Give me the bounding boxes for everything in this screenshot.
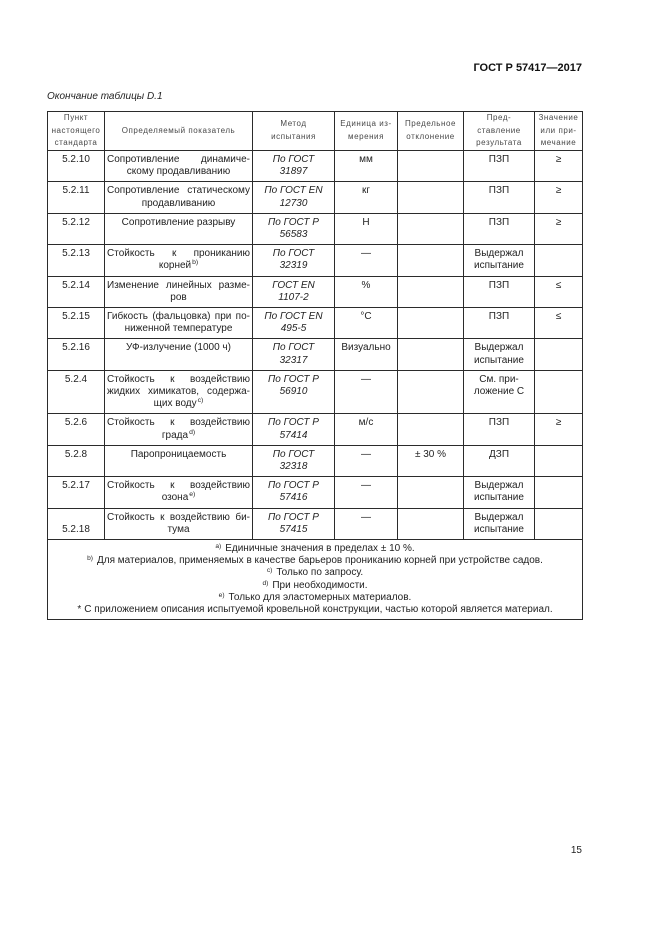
indicator-cell bbox=[105, 276, 253, 307]
clause-cell: 5.2.18 bbox=[48, 508, 105, 539]
indicator-text: Паропроницаемость bbox=[130, 448, 227, 460]
result-text: ПЗП bbox=[488, 185, 510, 197]
indicator-text: Сопротивление статическому bbox=[107, 185, 250, 197]
method-text: По ГОСТ bbox=[272, 448, 315, 460]
result-text: ложение С bbox=[473, 386, 525, 398]
deviation-cell bbox=[398, 245, 464, 276]
result-line bbox=[466, 492, 532, 504]
indicator-line bbox=[107, 512, 250, 524]
indicator-line bbox=[107, 430, 250, 442]
method-cell bbox=[253, 245, 335, 276]
method-text: 57414 bbox=[279, 429, 308, 441]
result-line bbox=[466, 154, 532, 166]
method-text: По ГОСТ Р bbox=[268, 480, 319, 492]
method-text: 32317 bbox=[279, 354, 308, 366]
deviation-cell: ± 30 % bbox=[398, 445, 464, 476]
result-text: См. при- bbox=[479, 373, 519, 385]
standard-code: ГОСТ Р 57417—2017 bbox=[473, 62, 582, 74]
method-text: 56910 bbox=[279, 386, 308, 398]
indicator-line bbox=[107, 323, 250, 335]
column-header-line: отклонение bbox=[406, 132, 455, 141]
table-row bbox=[48, 276, 583, 307]
value-cell: ≥ bbox=[535, 182, 583, 213]
method-cell bbox=[253, 182, 335, 213]
indicator-cell bbox=[105, 151, 253, 182]
unit-cell: % bbox=[335, 276, 398, 307]
value-cell bbox=[535, 445, 583, 476]
footnote-text: Только по запросу. bbox=[276, 567, 364, 579]
unit-cell: — bbox=[335, 370, 398, 414]
table-row bbox=[48, 414, 583, 445]
result-cell bbox=[464, 445, 535, 476]
footnote-ref: c) bbox=[197, 397, 204, 405]
column-header-line: результата bbox=[476, 138, 522, 148]
indicator-text: ниженной температуре bbox=[124, 323, 233, 335]
indicator-cell bbox=[105, 245, 253, 276]
table-row bbox=[48, 151, 583, 182]
column-header-line: Пред- bbox=[486, 113, 512, 123]
indicator-cell bbox=[105, 182, 253, 213]
indicator-line bbox=[107, 398, 250, 410]
method-line bbox=[255, 417, 332, 429]
deviation-cell bbox=[398, 276, 464, 307]
column-header-line: Метод bbox=[280, 119, 307, 129]
result-text: Выдержал bbox=[474, 248, 524, 260]
indicator-line bbox=[107, 386, 250, 398]
method-line bbox=[255, 430, 332, 442]
method-line bbox=[255, 280, 332, 292]
value-cell: ≤ bbox=[535, 276, 583, 307]
unit-cell: м/с bbox=[335, 414, 398, 445]
method-cell bbox=[253, 477, 335, 508]
value-cell bbox=[535, 339, 583, 370]
deviation-cell bbox=[398, 182, 464, 213]
method-cell bbox=[253, 151, 335, 182]
result-line bbox=[466, 386, 532, 398]
clause-cell: 5.2.15 bbox=[48, 308, 105, 339]
indicator-line bbox=[107, 524, 250, 536]
footnote-text: С приложением описания испытуемой кровельной конструкции, частью которой является материал. bbox=[84, 604, 553, 616]
footnote-text: При необходимости. bbox=[272, 579, 368, 591]
result-text: испытание bbox=[474, 523, 524, 535]
clause-cell: 5.2.11 bbox=[48, 182, 105, 213]
result-text: ПЗП bbox=[488, 311, 510, 323]
method-line bbox=[255, 480, 332, 492]
indicator-line bbox=[107, 185, 250, 197]
indicator-text: Стойкость к прониканию bbox=[107, 248, 250, 260]
indicator-cell bbox=[105, 370, 253, 414]
result-text: ПЗП bbox=[488, 417, 510, 429]
method-text: По ГОСТ Р bbox=[268, 417, 319, 429]
result-cell bbox=[464, 370, 535, 414]
table-row bbox=[48, 477, 583, 508]
method-line bbox=[255, 512, 332, 524]
footnote-text: Только для эластомерных материалов. bbox=[228, 591, 412, 603]
indicator-line bbox=[107, 480, 250, 492]
result-line bbox=[466, 480, 532, 492]
method-line bbox=[255, 198, 332, 210]
method-text: 56583 bbox=[279, 229, 308, 241]
footnote bbox=[50, 543, 580, 555]
column-header-unit bbox=[335, 112, 398, 151]
clause-cell: 5.2.4 bbox=[48, 370, 105, 414]
unit-cell: — bbox=[335, 245, 398, 276]
result-cell bbox=[464, 414, 535, 445]
result-cell bbox=[464, 276, 535, 307]
indicator-text: Стойкость к воздействию би- bbox=[107, 511, 250, 523]
indicator-text: Сопротивление динамиче- bbox=[107, 154, 250, 165]
table-footnotes bbox=[48, 540, 583, 620]
indicator-text: продавливанию bbox=[141, 197, 216, 209]
method-line bbox=[255, 374, 332, 386]
method-cell bbox=[253, 339, 335, 370]
column-header-indicator bbox=[105, 112, 253, 151]
method-text: По ГОСТ Р bbox=[268, 216, 319, 228]
indicator-text: УФ-излучение (1000 ч) bbox=[126, 342, 231, 354]
result-line bbox=[466, 355, 532, 367]
value-cell: ≥ bbox=[535, 151, 583, 182]
unit-cell: кг bbox=[335, 182, 398, 213]
table-head bbox=[48, 112, 583, 151]
method-cell bbox=[253, 308, 335, 339]
result-line bbox=[466, 449, 532, 461]
clause-cell: 5.2.14 bbox=[48, 276, 105, 307]
result-line bbox=[466, 260, 532, 272]
table-row bbox=[48, 508, 583, 539]
footnote bbox=[50, 592, 580, 604]
indicator-cell bbox=[105, 308, 253, 339]
indicator-text: скому продавливанию bbox=[126, 166, 231, 178]
result-cell bbox=[464, 308, 535, 339]
method-line bbox=[255, 524, 332, 536]
method-cell bbox=[253, 276, 335, 307]
method-line bbox=[255, 311, 332, 323]
method-line bbox=[255, 323, 332, 335]
clause-cell: 5.2.10 bbox=[48, 151, 105, 182]
result-line bbox=[466, 248, 532, 260]
deviation-cell bbox=[398, 151, 464, 182]
method-text: 1107-2 bbox=[278, 291, 309, 303]
method-line bbox=[255, 185, 332, 197]
indicator-line bbox=[107, 374, 250, 386]
method-text: 57415 bbox=[279, 523, 308, 535]
method-text: По ГОСТ bbox=[272, 154, 315, 165]
footnote-text: Единичные значения в пределах ± 10 %. bbox=[225, 543, 415, 555]
result-text: Выдержал bbox=[474, 511, 524, 523]
indicator-line bbox=[107, 449, 250, 461]
deviation-cell bbox=[398, 339, 464, 370]
method-cell bbox=[253, 370, 335, 414]
table-row bbox=[48, 245, 583, 276]
value-cell bbox=[535, 508, 583, 539]
header-row bbox=[48, 112, 583, 151]
result-line bbox=[466, 524, 532, 536]
result-text: ПЗП bbox=[488, 279, 510, 291]
indicator-cell bbox=[105, 445, 253, 476]
method-text: 495-5 bbox=[280, 323, 307, 335]
footnotes-row bbox=[48, 540, 583, 620]
column-header-clause bbox=[48, 112, 105, 151]
footnote bbox=[50, 580, 580, 592]
result-text: Выдержал bbox=[474, 342, 524, 354]
spec-table bbox=[47, 111, 583, 620]
deviation-cell bbox=[398, 477, 464, 508]
unit-cell: Н bbox=[335, 213, 398, 244]
column-header-line: настоящего bbox=[51, 125, 101, 135]
result-line bbox=[466, 217, 532, 229]
method-text: 12730 bbox=[279, 197, 308, 209]
indicator-text: Стойкость к воздействию bbox=[107, 417, 250, 429]
indicator-text: ров bbox=[170, 291, 187, 303]
value-cell: ≤ bbox=[535, 308, 583, 339]
result-text: ПЗП bbox=[488, 216, 510, 228]
indicator-text: Изменение линейных разме- bbox=[107, 279, 250, 291]
unit-cell: °C bbox=[335, 308, 398, 339]
clause-cell: 5.2.13 bbox=[48, 245, 105, 276]
method-line bbox=[255, 386, 332, 398]
method-text: По ГОСТ EN bbox=[264, 311, 323, 323]
result-line bbox=[466, 311, 532, 323]
result-line bbox=[466, 374, 532, 386]
indicator-line bbox=[107, 280, 250, 292]
result-line bbox=[466, 280, 532, 292]
indicator-cell bbox=[105, 213, 253, 244]
footnote bbox=[50, 555, 580, 567]
column-header-line: Определяемый показатель bbox=[121, 125, 236, 135]
deviation-cell bbox=[398, 213, 464, 244]
column-header-line: Пункт bbox=[63, 113, 89, 123]
indicator-line bbox=[107, 492, 250, 504]
method-line bbox=[255, 154, 332, 166]
method-line bbox=[255, 355, 332, 367]
footnote-ref: d) bbox=[189, 428, 196, 436]
value-cell: ≥ bbox=[535, 213, 583, 244]
column-header-line: испытания bbox=[271, 132, 316, 141]
footnote bbox=[50, 604, 580, 616]
indicator-cell bbox=[105, 508, 253, 539]
indicator-text: жидких химикатов, содержа- bbox=[107, 386, 250, 398]
footnote-mark: d) bbox=[262, 579, 269, 587]
method-text: 31897 bbox=[279, 166, 308, 178]
indicator-line bbox=[107, 342, 250, 354]
indicator-line bbox=[107, 248, 250, 260]
method-text: 57416 bbox=[279, 492, 308, 504]
result-cell bbox=[464, 151, 535, 182]
result-cell bbox=[464, 477, 535, 508]
column-header-deviation bbox=[398, 112, 464, 151]
indicator-line bbox=[107, 154, 250, 166]
result-line bbox=[466, 342, 532, 354]
deviation-cell bbox=[398, 508, 464, 539]
footnote-mark: * bbox=[77, 604, 82, 616]
unit-cell: мм bbox=[335, 151, 398, 182]
table-row bbox=[48, 339, 583, 370]
method-line bbox=[255, 229, 332, 241]
result-cell bbox=[464, 339, 535, 370]
method-text: 32319 bbox=[279, 260, 308, 272]
method-text: По ГОСТ Р bbox=[268, 511, 319, 523]
result-cell bbox=[464, 245, 535, 276]
column-header-method bbox=[253, 112, 335, 151]
column-header-line: Предельное bbox=[405, 119, 456, 129]
clause-cell: 5.2.6 bbox=[48, 414, 105, 445]
result-text: испытание bbox=[474, 492, 524, 504]
table-row bbox=[48, 445, 583, 476]
value-cell bbox=[535, 477, 583, 508]
unit-cell: — bbox=[335, 445, 398, 476]
indicator-text: Стойкость к воздействию bbox=[107, 480, 250, 492]
indicator-line bbox=[107, 292, 250, 304]
column-header-line: Значение bbox=[538, 113, 579, 123]
column-header-line: или при- bbox=[540, 125, 577, 135]
result-text: Выдержал bbox=[474, 480, 524, 492]
clause-cell: 5.2.16 bbox=[48, 339, 105, 370]
table-body bbox=[48, 151, 583, 620]
indicator-text: щих воду bbox=[153, 398, 197, 410]
column-header-line: стандарта bbox=[54, 138, 98, 148]
deviation-cell bbox=[398, 308, 464, 339]
result-text: испытание bbox=[474, 260, 524, 272]
indicator-text: Стойкость к воздействию bbox=[107, 373, 250, 385]
method-text: ГОСТ EN bbox=[272, 279, 315, 291]
method-line bbox=[255, 260, 332, 272]
method-line bbox=[255, 248, 332, 260]
column-header-line: мечание bbox=[540, 138, 577, 148]
column-header-line: Единица из- bbox=[340, 119, 392, 129]
method-text: По ГОСТ Р bbox=[268, 373, 319, 385]
table-row bbox=[48, 308, 583, 339]
method-text: По ГОСТ bbox=[272, 342, 315, 354]
table-row bbox=[48, 370, 583, 414]
method-text: По ГОСТ bbox=[272, 248, 315, 260]
indicator-cell bbox=[105, 339, 253, 370]
method-line bbox=[255, 342, 332, 354]
indicator-line bbox=[107, 311, 250, 323]
method-cell bbox=[253, 508, 335, 539]
method-text: По ГОСТ EN bbox=[264, 185, 323, 197]
method-cell bbox=[253, 445, 335, 476]
result-text: ДЗП bbox=[489, 448, 509, 460]
method-line bbox=[255, 292, 332, 304]
indicator-cell bbox=[105, 477, 253, 508]
unit-cell: — bbox=[335, 477, 398, 508]
indicator-line bbox=[107, 260, 250, 272]
page-number: 15 bbox=[570, 845, 582, 856]
indicator-text: тума bbox=[167, 523, 190, 535]
result-cell bbox=[464, 182, 535, 213]
footnote bbox=[50, 567, 580, 579]
footnote-mark: b) bbox=[87, 555, 93, 563]
result-cell bbox=[464, 213, 535, 244]
value-cell: ≥ bbox=[535, 414, 583, 445]
footnote-ref: b) bbox=[192, 259, 199, 267]
indicator-text: озона bbox=[161, 492, 189, 504]
indicator-text: корней bbox=[158, 260, 192, 272]
column-header-value bbox=[535, 112, 583, 151]
table-row bbox=[48, 182, 583, 213]
method-line bbox=[255, 492, 332, 504]
table-row bbox=[48, 213, 583, 244]
column-header-result bbox=[464, 112, 535, 151]
column-header-line: мерения bbox=[348, 132, 384, 141]
footnote-ref: e) bbox=[189, 491, 196, 499]
method-line bbox=[255, 217, 332, 229]
unit-cell: — bbox=[335, 508, 398, 539]
indicator-line bbox=[107, 417, 250, 429]
result-text: испытание bbox=[474, 354, 524, 366]
indicator-text: Сопротивление разрыву bbox=[121, 216, 236, 228]
indicator-text: Гибкость (фальцовка) при по- bbox=[107, 311, 250, 323]
method-line bbox=[255, 461, 332, 473]
method-line bbox=[255, 449, 332, 461]
footnote-mark: c) bbox=[266, 567, 273, 575]
result-text: ПЗП bbox=[488, 154, 510, 165]
indicator-line bbox=[107, 166, 250, 178]
deviation-cell bbox=[398, 414, 464, 445]
indicator-line bbox=[107, 217, 250, 229]
deviation-cell bbox=[398, 370, 464, 414]
method-cell bbox=[253, 213, 335, 244]
clause-cell: 5.2.17 bbox=[48, 477, 105, 508]
method-line bbox=[255, 166, 332, 178]
footnote-mark: a) bbox=[215, 543, 222, 551]
footnote-mark: e) bbox=[218, 591, 225, 599]
column-header-line: ставление bbox=[477, 125, 521, 135]
method-text: 32318 bbox=[279, 461, 308, 473]
result-cell bbox=[464, 508, 535, 539]
result-line bbox=[466, 185, 532, 197]
indicator-cell bbox=[105, 414, 253, 445]
value-cell bbox=[535, 370, 583, 414]
unit-cell: Визуально bbox=[335, 339, 398, 370]
indicator-text: града bbox=[161, 429, 189, 441]
result-line bbox=[466, 512, 532, 524]
indicator-line bbox=[107, 198, 250, 210]
clause-cell: 5.2.12 bbox=[48, 213, 105, 244]
clause-cell: 5.2.8 bbox=[48, 445, 105, 476]
footnote-text: Для материалов, применяемых в качестве барьеров прониканию корней при устройстве садов. bbox=[96, 555, 543, 567]
method-cell bbox=[253, 414, 335, 445]
result-line bbox=[466, 417, 532, 429]
table-caption: Окончание таблицы D.1 bbox=[47, 91, 163, 102]
value-cell bbox=[535, 245, 583, 276]
